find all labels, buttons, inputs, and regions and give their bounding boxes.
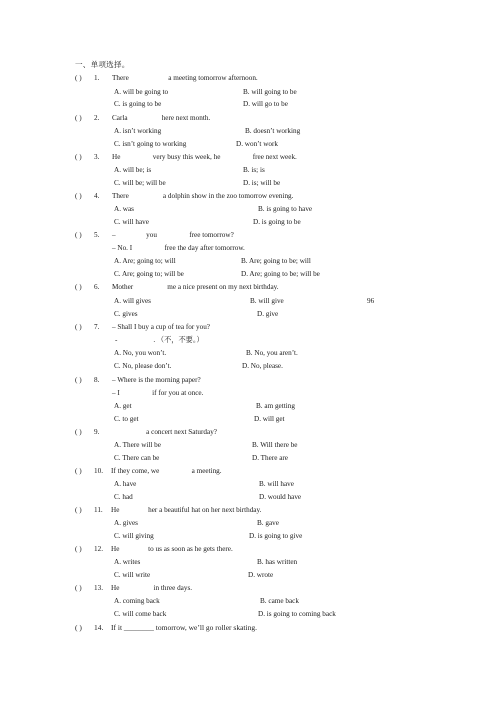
answer-paren: ( ) xyxy=(75,584,82,592)
question-number: 3. xyxy=(94,153,100,161)
answer-paren: ( ) xyxy=(75,428,82,436)
option-d: D. will go to be xyxy=(243,100,288,108)
option-c: C. will write xyxy=(114,571,151,579)
option-c: C. Are; going to; will be xyxy=(114,270,184,278)
question-number: 9. xyxy=(94,428,100,436)
option-b: B. Are; going to be; will xyxy=(241,257,311,265)
question-stem: Mother me a nice present on my next birthday. xyxy=(112,283,279,291)
option-b: B. came back xyxy=(260,597,299,605)
question-number: 10. xyxy=(94,467,103,475)
option-d: D. wrote xyxy=(248,571,274,579)
option-d: D. would have xyxy=(259,493,302,501)
question-stem: – you free tomorrow? xyxy=(112,231,234,239)
question-number: 1. xyxy=(94,74,100,82)
question-number: 6. xyxy=(94,283,100,291)
question-stem-response: – I if for you at once. xyxy=(112,389,204,397)
option-a: A. have xyxy=(114,480,137,488)
option-b: B. will going to be xyxy=(243,88,297,96)
answer-paren: ( ) xyxy=(75,153,82,161)
option-a: A. gives xyxy=(114,519,138,527)
question-stem: If they come, we a meeting. xyxy=(111,467,222,475)
answer-paren: ( ) xyxy=(75,74,82,82)
answer-paren: ( ) xyxy=(75,114,82,122)
option-a: A. coming back xyxy=(114,597,160,605)
question-stem: He in three days. xyxy=(111,584,193,592)
answer-paren: ( ) xyxy=(75,231,82,239)
question-stem: There a meeting tomorrow afternoon. xyxy=(112,74,258,82)
question-stem: He her a beautiful hat on her next birthday. xyxy=(111,506,262,514)
option-d: D. is going to give xyxy=(249,532,303,540)
question-number: 11. xyxy=(94,506,103,514)
option-a: A. will be going to xyxy=(114,88,169,96)
option-b: B. will give xyxy=(250,297,284,305)
question-number: 12. xyxy=(94,545,103,553)
question-stem: There a dolphin show in the zoo tomorrow evening. xyxy=(112,192,294,200)
answer-paren: ( ) xyxy=(75,467,82,475)
answer-paren: ( ) xyxy=(75,506,82,514)
question-stem-response: – No. I free the day after tomorrow. xyxy=(112,244,245,252)
option-d: D. No, please. xyxy=(242,362,283,370)
option-c: C. will have xyxy=(114,218,149,226)
option-c: C. isn’t going to working xyxy=(114,140,187,148)
option-d: D. is; will be xyxy=(243,179,281,187)
option-b: B. doesn’t working xyxy=(245,127,301,135)
option-b: B. has written xyxy=(257,558,298,566)
answer-paren: ( ) xyxy=(75,283,82,291)
option-a: A. get xyxy=(114,402,132,410)
option-b: B. No, you aren’t. xyxy=(246,349,298,357)
question-stem: a concert next Saturday? xyxy=(112,428,217,436)
option-c: C. gives xyxy=(114,310,138,318)
question-number: 5. xyxy=(94,231,100,239)
question-number: 4. xyxy=(94,192,100,200)
option-d: D. Are; going to be; will be xyxy=(241,270,320,278)
option-a: A. will gives xyxy=(114,297,151,305)
answer-paren: ( ) xyxy=(75,623,82,632)
margin-number: 96 xyxy=(367,297,375,305)
option-d: D. There are xyxy=(252,454,288,462)
question-number: 8. xyxy=(94,376,100,384)
question-stem: – Shall I buy a cup of tea for you? xyxy=(112,323,210,331)
option-d: D. is going to coming back xyxy=(258,610,336,618)
question-stem: If it ________ tomorrow, we’ll go roller skating. xyxy=(111,623,257,632)
option-a: A. Are; going to; will xyxy=(114,257,176,265)
option-c: C. There can be xyxy=(114,454,160,462)
option-c: C. had xyxy=(114,493,133,501)
question-number: 7. xyxy=(94,323,100,331)
question-stem: – Where is the morning paper? xyxy=(112,376,201,384)
question-stem: Carla here next month. xyxy=(112,114,211,122)
question-number: 14. xyxy=(94,623,104,632)
answer-paren: ( ) xyxy=(75,323,82,331)
option-d: D. won’t work xyxy=(236,140,278,148)
option-a: A. There will be xyxy=(114,441,161,449)
question-stem: He very busy this week, he free next week. xyxy=(112,153,297,161)
option-c: C. will giving xyxy=(114,532,154,540)
option-b: B. is going to have xyxy=(258,205,313,213)
option-b: B. gave xyxy=(257,519,279,527)
question-stem: He to us as soon as he gets there. xyxy=(111,545,233,553)
option-c: C. No, please don’t. xyxy=(114,362,172,370)
option-d: D. give xyxy=(257,310,279,318)
option-a: A. was xyxy=(114,205,134,213)
question-number: 13. xyxy=(94,584,103,592)
option-b: B. is; is xyxy=(243,166,265,174)
option-a: A. will be; is xyxy=(114,166,152,174)
option-c: C. will come back xyxy=(114,610,167,618)
option-d: D. will get xyxy=(254,415,285,423)
question-stem-response: - . （不，不要。） xyxy=(115,336,204,344)
option-b: B. am getting xyxy=(256,402,295,410)
option-c: C. is going to be xyxy=(114,100,162,108)
answer-paren: ( ) xyxy=(75,545,82,553)
option-a: A. isn’t working xyxy=(114,127,162,135)
answer-paren: ( ) xyxy=(75,376,82,384)
answer-paren: ( ) xyxy=(75,192,82,200)
option-c: C. will be; will be xyxy=(114,179,166,187)
option-b: B. will have xyxy=(259,480,294,488)
option-c: C. to get xyxy=(114,415,139,423)
question-number: 2. xyxy=(94,114,100,122)
option-a: A. No, you won’t. xyxy=(114,349,167,357)
section-title: 一、单项选择。 xyxy=(75,60,130,69)
option-b: B. Will there be xyxy=(252,441,298,449)
option-d: D. is going to be xyxy=(253,218,301,226)
option-a: A. writes xyxy=(114,558,141,566)
